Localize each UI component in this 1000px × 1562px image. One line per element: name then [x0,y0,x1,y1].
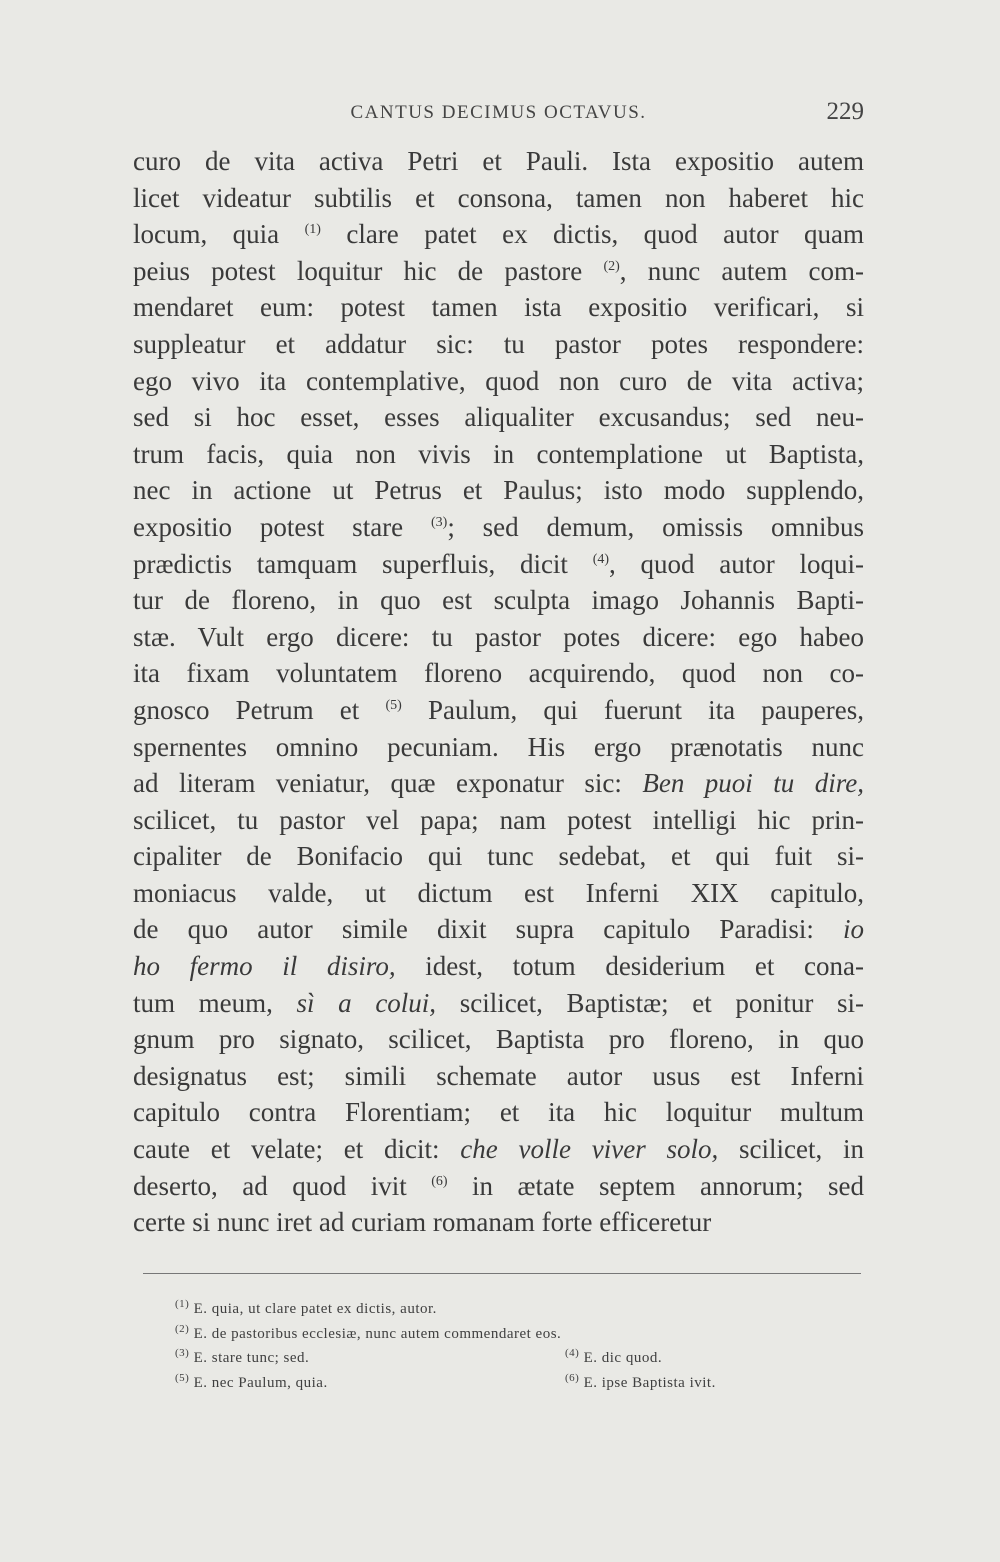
running-head [133,98,864,128]
footnote-ref: (6) [431,1173,448,1189]
footnote-ref: (3) [431,514,448,530]
text-line: sed si hoc esset, esses aliqualiter excusandus; sed neu- [133,402,864,433]
italic-quote: io [842,914,864,945]
text-line: de quo autor simile dixit supra capitulo Paradisi: io [133,914,864,945]
text-line: designatus est; simili schemate autor usus est Inferni [133,1060,864,1091]
page-number: 229 [826,98,864,125]
footnote-6: $^{(6)}$ E. ipse Baptista ivit. [565,1371,716,1391]
footnote-ref: (5) [385,697,402,713]
italic-quote: ho fermo il disiro, [133,951,396,982]
footnotes [175,1297,825,1395]
text-line: deserto, ad quod ivit $^{(6)}$ in ætate septem annorum; sed [133,1170,864,1201]
text-line: expositio potest stare $^{(3)}$; sed demum, omissis omnibus [133,511,864,542]
text-line: locum, quia $^{(1)}$ clare patet ex dictis, quod autor quam [133,219,864,250]
footnote-3: $^{(3)}$ E. stare tunc; sed. [175,1347,310,1366]
running-title: CANTUS DECIMUS OCTAVUS. [350,102,647,123]
footnote-4: $^{(4)}$ E. dic quod. [565,1347,663,1366]
text-line: gnum pro signato, scilicet, Baptista pro floreno, in quo [133,1024,864,1055]
text-line: caute et velate; et dicit: che volle viver solo, scilicet, in [133,1134,864,1165]
text-line: prædictis tamquam superfluis, dicit $^{(4)}$, quod autor loqui- [133,548,864,579]
footnote-1: $^{(1)}$ E. quia, ut clare patet ex dictis, autor. [175,1298,437,1317]
text-line: moniacus valde, ut dictum est Inferni XIX capitulo, [133,877,864,908]
text-line: ita fixam voluntatem floreno acquirendo, quod non co- [133,658,864,689]
text-line: tur de floreno, in quo est sculpta imago Johannis Bapti- [133,585,864,616]
text-line: scilicet, tu pastor vel papa; nam potest intelligi hic prin- [133,804,864,835]
text-line: capitulo contra Florentiam; et ita hic loquitur multum [133,1097,864,1128]
text-line: curo de vita activa Petri et Pauli. Ista expositio autem [133,146,864,176]
footnote-row [175,1297,825,1322]
footnote-ref: (1) [304,222,321,238]
footnote-ref: (4) [592,551,610,567]
text-line: ego vivo ita contemplative, quod non curo de vita activa; [133,365,864,396]
footnote-5: $^{(5)}$ E. nec Paulum, quia. [175,1371,328,1391]
text-line: trum facis, quia non vivis in contemplatione ut Baptista, [133,438,864,469]
text-line: spernentes omnino pecuniam. His ergo prænotatis nunc [133,731,864,762]
footnote-divider [143,1273,861,1274]
text-line: nec in actione ut Petrus et Paulus; isto modo supplendo, [133,475,864,506]
text-line: licet videatur subtilis et consona, tamen non haberet hic [133,182,864,213]
text-line: certe si nunc iret ad curiam romanam forte efficeretur [133,1207,712,1238]
body-text [133,143,864,1241]
text-line: peius potest loquitur hic de pastore $^{(2)}$, nunc autem com- [133,255,864,286]
text-line: gnosco Petrum et $^{(5)}$ Paulum, qui fuerunt ita pauperes, [133,694,864,725]
footnote-2: $^{(2)}$ E. de pastoribus ecclesiæ, nunc autem commendaret eos. [175,1322,562,1342]
text-line: ho fermo il disiro, idest, totum desiderium et cona- [133,951,864,982]
text-line: ad literam veniatur, quæ exponatur sic: Ben puoi tu dire, [133,768,864,799]
italic-quote: che volle viver solo, [460,1134,719,1165]
italic-quote: sì a colui, [296,987,437,1018]
footnote-row [175,1322,825,1347]
text-line: tum meum, sì a colui, scilicet, Baptistæ; et ponitur si- [133,987,864,1018]
text-line: stæ. Vult ergo dicere: tu pastor potes dicere: ego habeo [133,621,864,652]
footnote-ref: (2) [603,258,620,274]
text-line: cipaliter de Bonifacio qui tunc sedebat, et qui fuit si- [133,841,864,872]
footnote-row [175,1346,825,1371]
text-line: mendaret eum: potest tamen ista expositio verificari, si [133,292,864,323]
italic-quote: Ben puoi tu dire, [642,768,864,799]
footnote-row [175,1371,825,1396]
text-line: suppleatur et addatur sic: tu pastor potes respondere: [133,328,864,359]
